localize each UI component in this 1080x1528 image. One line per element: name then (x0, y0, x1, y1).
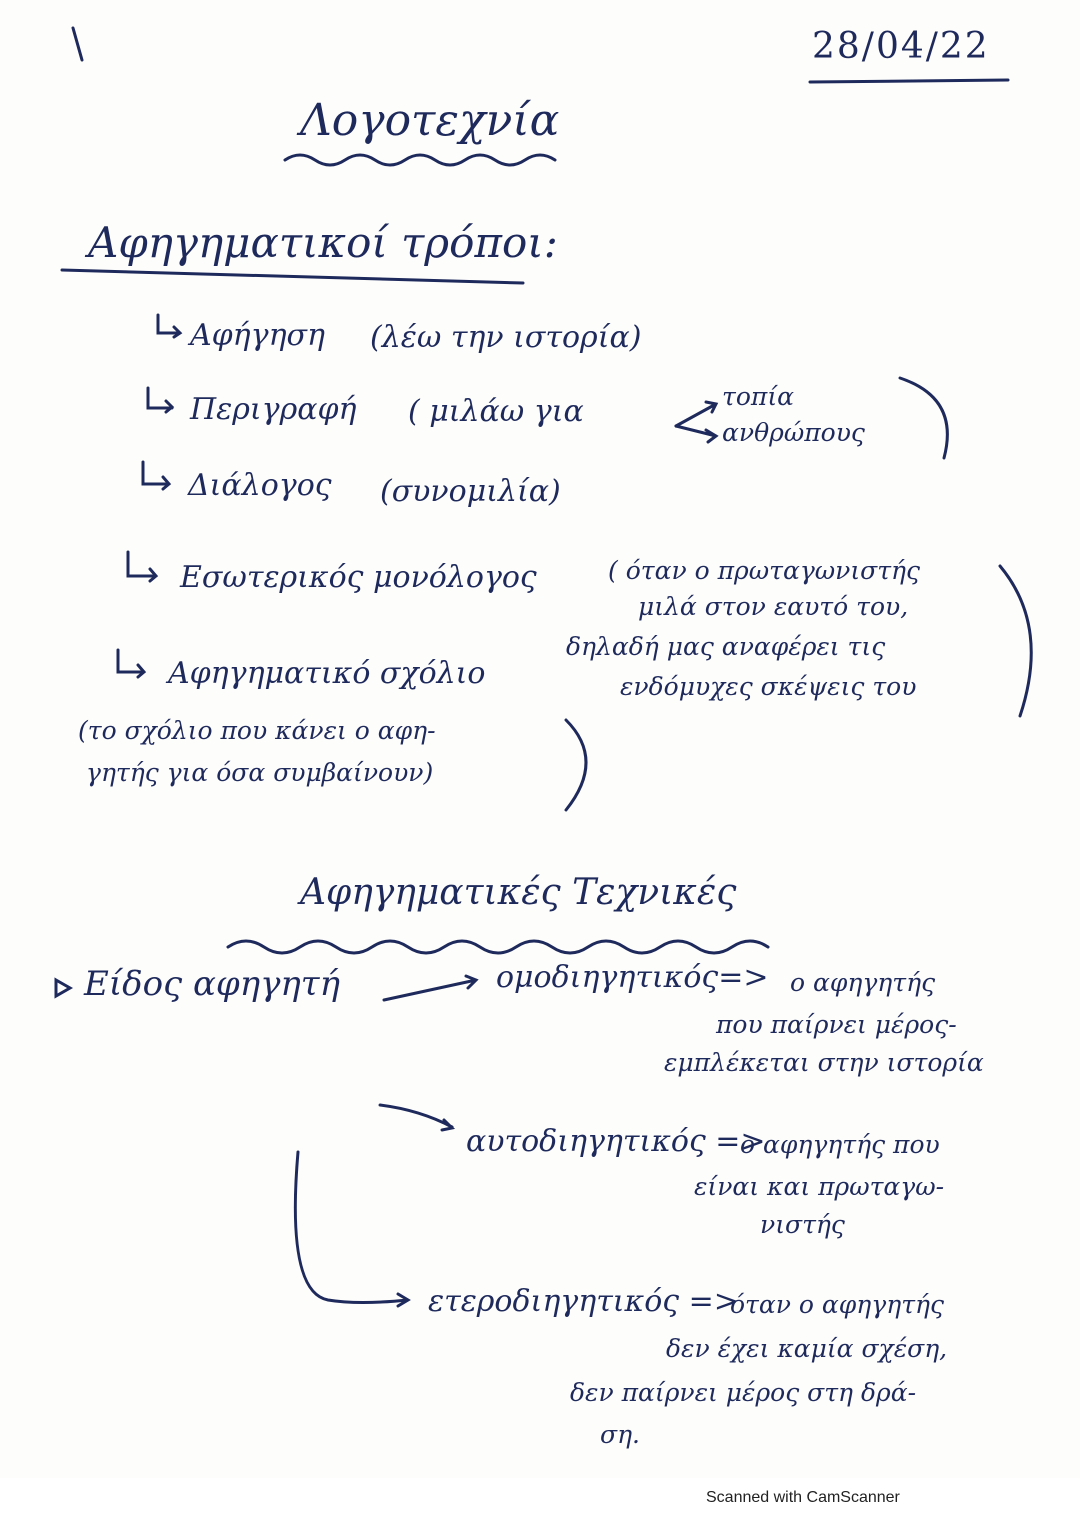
autodiegetic-line1: ο αφηγητής που (740, 1130, 940, 1159)
autodiegetic-name: αυτοδιηγητικός => (466, 1124, 766, 1159)
item-sxolio-label: Αφηγηματικό σχόλιο (168, 656, 486, 691)
arrow-icon (118, 650, 144, 677)
heading-underline (62, 270, 523, 283)
heterodiegetic-line1: όταν ο αφηγητής (730, 1290, 945, 1319)
branch-arrow-top (676, 402, 716, 426)
item-afigisi-label: Αφήγηση (190, 318, 325, 353)
monologos-note-line4: ενδόμυχες σκέψεις του (620, 672, 917, 701)
triangle-bullet-icon (56, 980, 70, 996)
bracket-perigrafi (900, 378, 947, 458)
arrow-icon (143, 462, 169, 489)
arrow-icon (158, 315, 180, 337)
homodiegetic-name: ομοδιηγητικός=> (496, 960, 769, 995)
section-heading-narrative-modes: Αφηγηματικοί τρόποι: (88, 218, 558, 267)
branch-arrow-bottom (676, 426, 716, 442)
homodiegetic-line1: ο αφηγητής (790, 968, 936, 997)
bracket-sxolio (566, 720, 586, 810)
bracket-monologue (1000, 566, 1031, 716)
scanner-footer (0, 1478, 1080, 1528)
section-heading-narrative-techniques: Αφηγηματικές Τεχνικές (300, 872, 737, 913)
arrow-icon (128, 552, 156, 581)
monologos-note-line1: ( όταν ο πρωταγωνιστής (608, 556, 921, 585)
item-perigrafi-label: Περιγραφή (190, 392, 357, 427)
autodiegetic-line2: είναι και πρωταγω- (694, 1172, 945, 1201)
narrator-type-label: Είδος αφηγητή (84, 964, 340, 1004)
homodiegetic-line3: εμπλέκεται στην ιστορία (664, 1048, 984, 1077)
title-wavy-underline (285, 155, 555, 165)
monologos-note-line2: μιλά στον εαυτό του, (638, 592, 909, 621)
branch-topia: τοπία (722, 382, 794, 411)
heterodiegetic-line4: ση. (600, 1420, 640, 1449)
monologos-note-line3: δηλαδή μας αναφέρει τις (566, 632, 886, 661)
homodiegetic-line2: που παίρνει μέρος- (716, 1010, 957, 1039)
sxolio-note-line2: γητής για όσα συμβαίνουν) (86, 758, 434, 787)
date-underline (810, 80, 1008, 82)
heterodiegetic-line2: δεν έχει καμία σχέση, (666, 1334, 948, 1363)
item-dialogos-note: (συνομιλία) (380, 474, 561, 509)
item-dialogos-label: Διάλογος (188, 468, 332, 503)
scanner-watermark: Scanned with CamScanner (706, 1489, 900, 1506)
date: 28/04/22 (812, 26, 990, 67)
heterodiegetic-line3: δεν παίρνει μέρος στη δρά- (570, 1378, 917, 1407)
autodiegetic-line3: νιστής (760, 1210, 845, 1239)
item-afigisi-note: (λέω την ιστορία) (370, 320, 642, 355)
heterodiegetic-name: ετεροδιηγητικός => (428, 1284, 739, 1319)
section2-wavy-underline (228, 941, 768, 953)
arrow-to-heterodiegetic (295, 1152, 408, 1306)
branch-anthropous: ανθρώπους (722, 418, 865, 447)
sxolio-note-line1: (το σχόλιο που κάνει ο αφη- (78, 716, 436, 745)
arrow-to-homodiegetic (384, 976, 476, 1000)
page-title: Λογοτεχνία (300, 95, 560, 146)
item-monologos-label: Εσωτερικός μονόλογος (180, 560, 537, 595)
item-perigrafi-note: ( μιλάω για (408, 394, 584, 429)
arrow-to-autodiegetic (380, 1105, 452, 1130)
corner-slash (73, 28, 82, 60)
arrow-icon (148, 388, 172, 412)
